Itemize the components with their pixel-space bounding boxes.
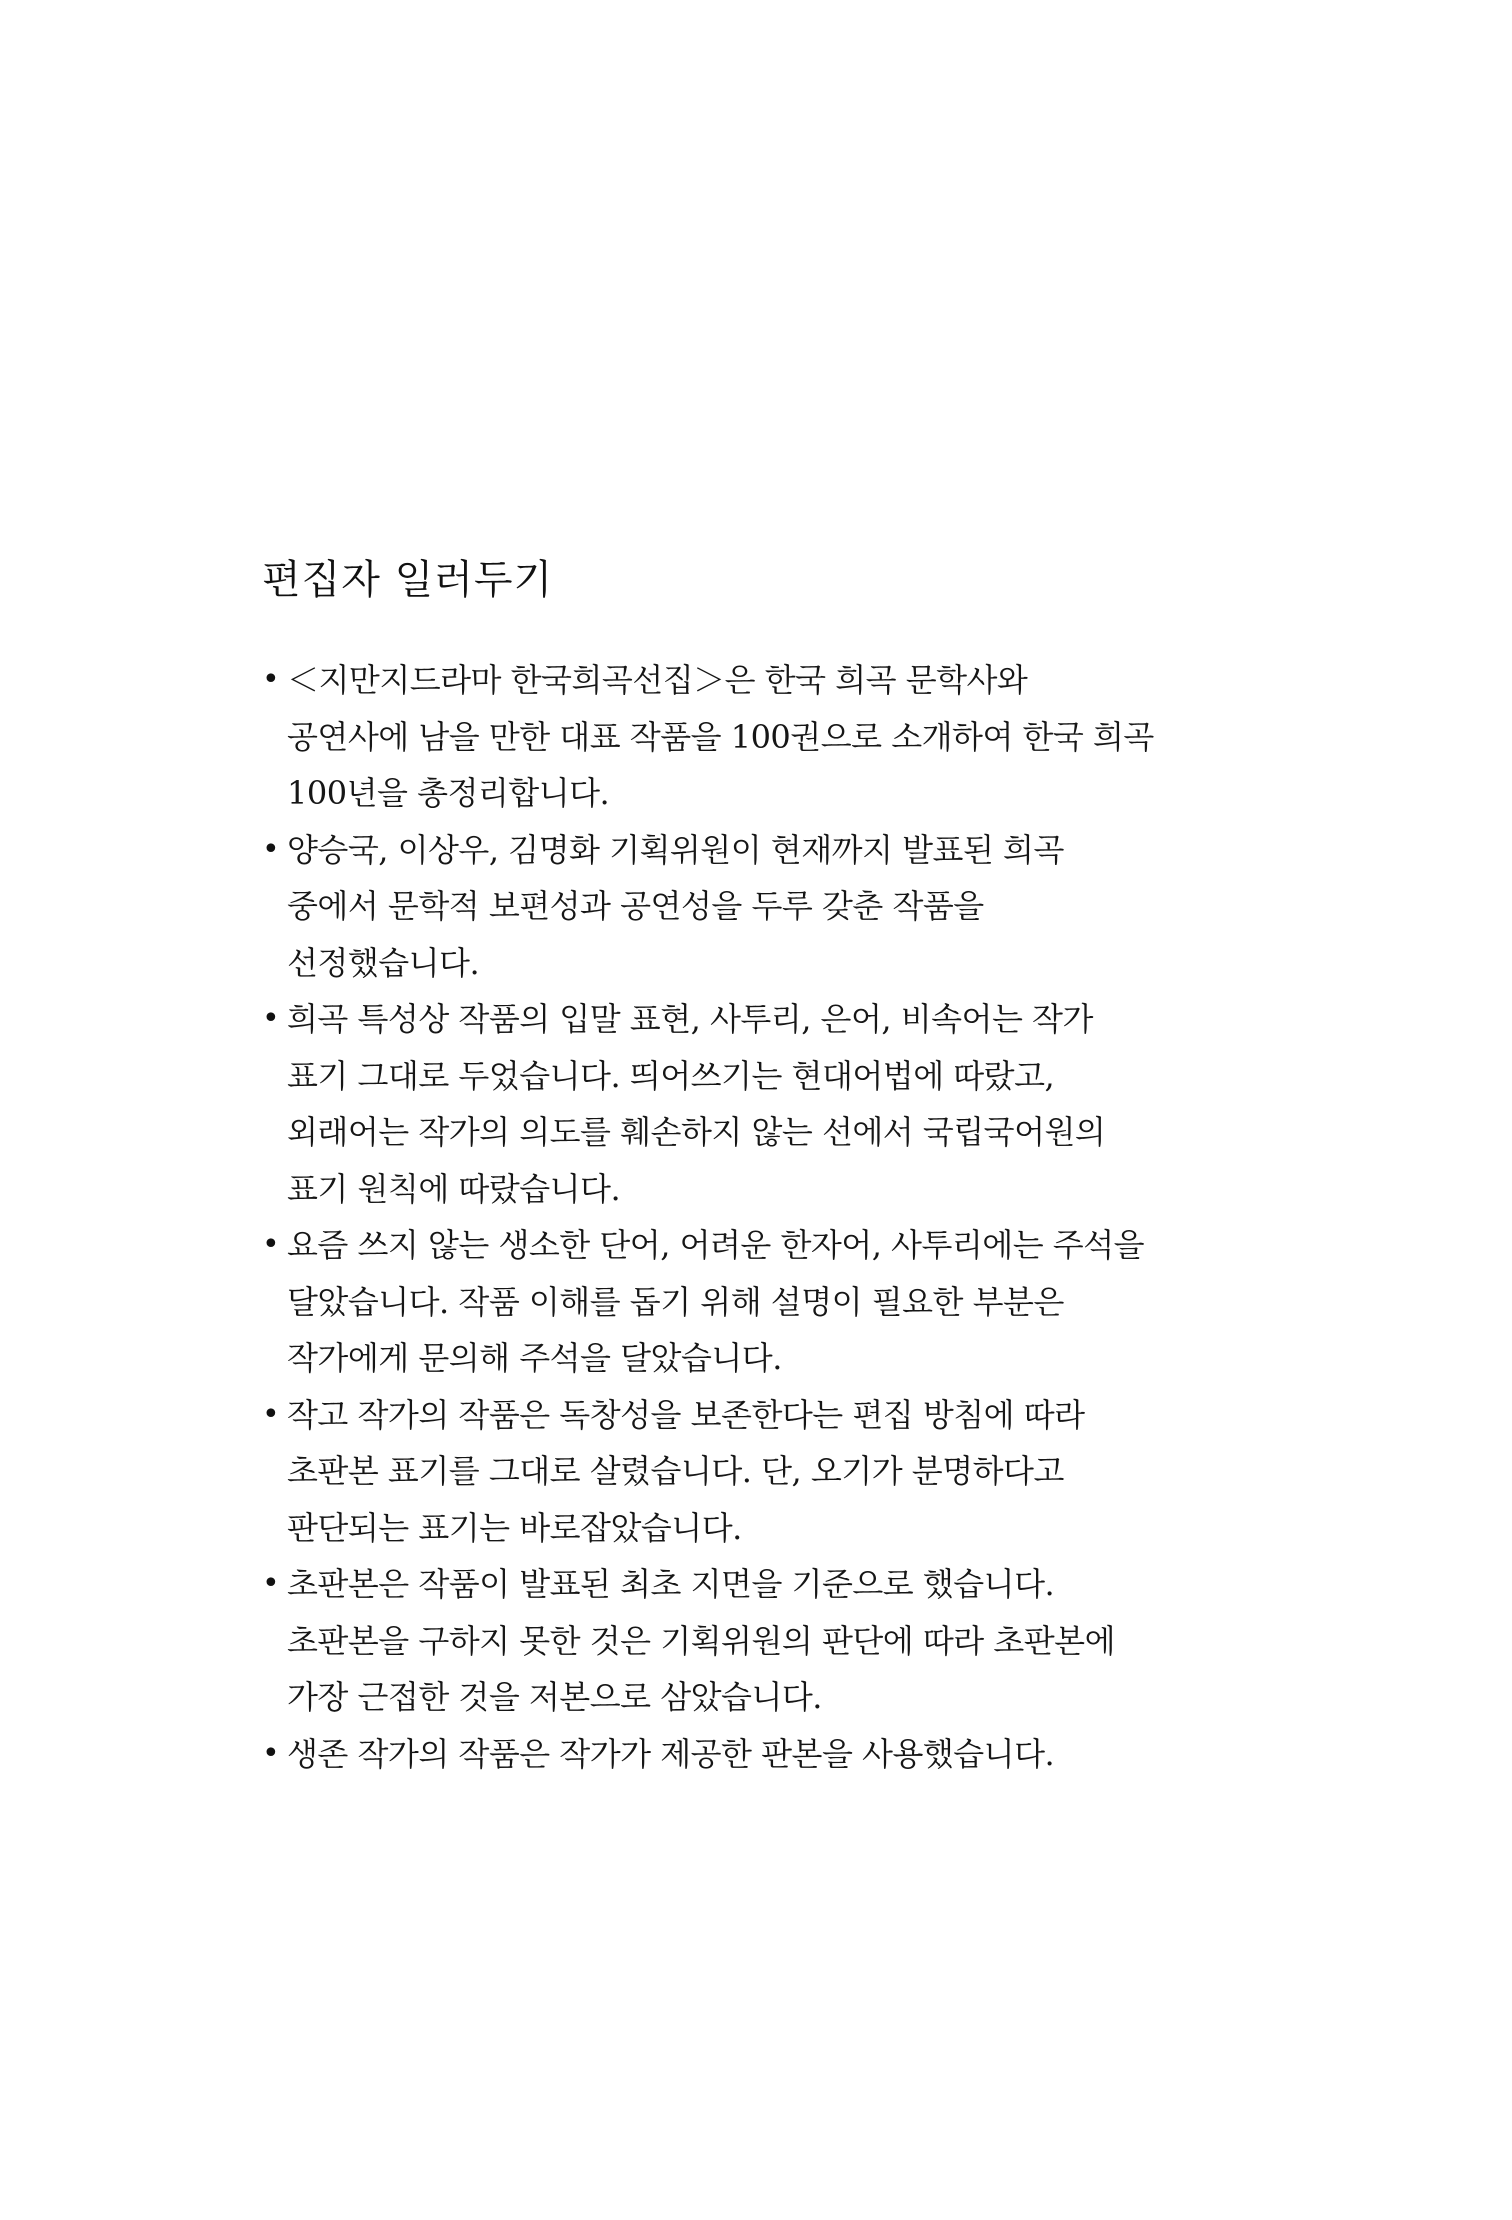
- note-line: 판단되는 표기는 바로잡았습니다.: [287, 1508, 742, 1547]
- note-item: [262, 1387, 1262, 1557]
- note-line: ＜지만지드라마 한국희곡선집＞은 한국 희곡 문학사와: [287, 661, 1028, 699]
- editor-notes-list: [262, 652, 1262, 1782]
- note-line: 생존 작가의 작품은 작가가 제공한 판본을 사용했습니다.: [287, 1734, 1055, 1773]
- note-line: 작가에게 문의해 주석을 달았습니다.: [287, 1339, 782, 1377]
- bullet-icon: •: [262, 1227, 280, 1262]
- bullet-icon: •: [262, 1735, 280, 1771]
- note-line: 선정했습니다.: [287, 943, 480, 982]
- note-line: 표기 원칙에 따랐습니다.: [287, 1169, 621, 1208]
- bullet-icon: •: [262, 1001, 280, 1036]
- note-line: 초판본을 구하지 못한 것은 기획위원의 판단에 따라 초판본에: [287, 1621, 1116, 1660]
- note-line: 공연사에 남을 만한 대표 작품을 100권으로 소개하여 한국 희곡: [287, 717, 1154, 756]
- page-title: 편집자 일러두기: [262, 557, 554, 603]
- note-line: 요즘 쓰지 않는 생소한 단어, 어려운 한자어, 사투리에는 주석을: [287, 1226, 1145, 1264]
- bullet-icon: •: [262, 1566, 280, 1601]
- note-line: 양승국, 이상우, 김명화 기획위원이 현재까지 발표된 희곡: [287, 830, 1064, 869]
- note-line: 중에서 문학적 보편성과 공연성을 두루 갖춘 작품을: [287, 887, 984, 925]
- note-item: [262, 822, 1262, 992]
- note-line: 100년을 총정리합니다.: [287, 774, 610, 812]
- bullet-icon: •: [262, 831, 280, 867]
- note-item: [262, 652, 1262, 822]
- note-item: [262, 1726, 1262, 1783]
- note-line: 가장 근접한 것을 저본으로 삼았습니다.: [287, 1678, 822, 1716]
- bullet-icon: •: [262, 1396, 280, 1432]
- note-item: [262, 1217, 1262, 1387]
- bullet-icon: •: [262, 662, 280, 697]
- note-line: 작고 작가의 작품은 독창성을 보존한다는 편집 방침에 따라: [287, 1395, 1085, 1434]
- note-item: [262, 991, 1262, 1217]
- note-line: 표기 그대로 두었습니다. 띄어쓰기는 현대어법에 따랐고,: [287, 1056, 1055, 1095]
- note-line: 희곡 특성상 작품의 입말 표현, 사투리, 은어, 비속어는 작가: [287, 1000, 1093, 1038]
- note-line: 달았습니다. 작품 이해를 돕기 위해 설명이 필요한 부분은: [287, 1282, 1064, 1321]
- note-line: 초판본 표기를 그대로 살렸습니다. 단, 오기가 분명하다고: [287, 1452, 1064, 1490]
- note-item: [262, 1556, 1262, 1726]
- note-line: 초판본은 작품이 발표된 최초 지면을 기준으로 했습니다.: [287, 1565, 1055, 1603]
- note-line: 외래어는 작가의 의도를 훼손하지 않는 선에서 국립국어원의: [287, 1113, 1106, 1151]
